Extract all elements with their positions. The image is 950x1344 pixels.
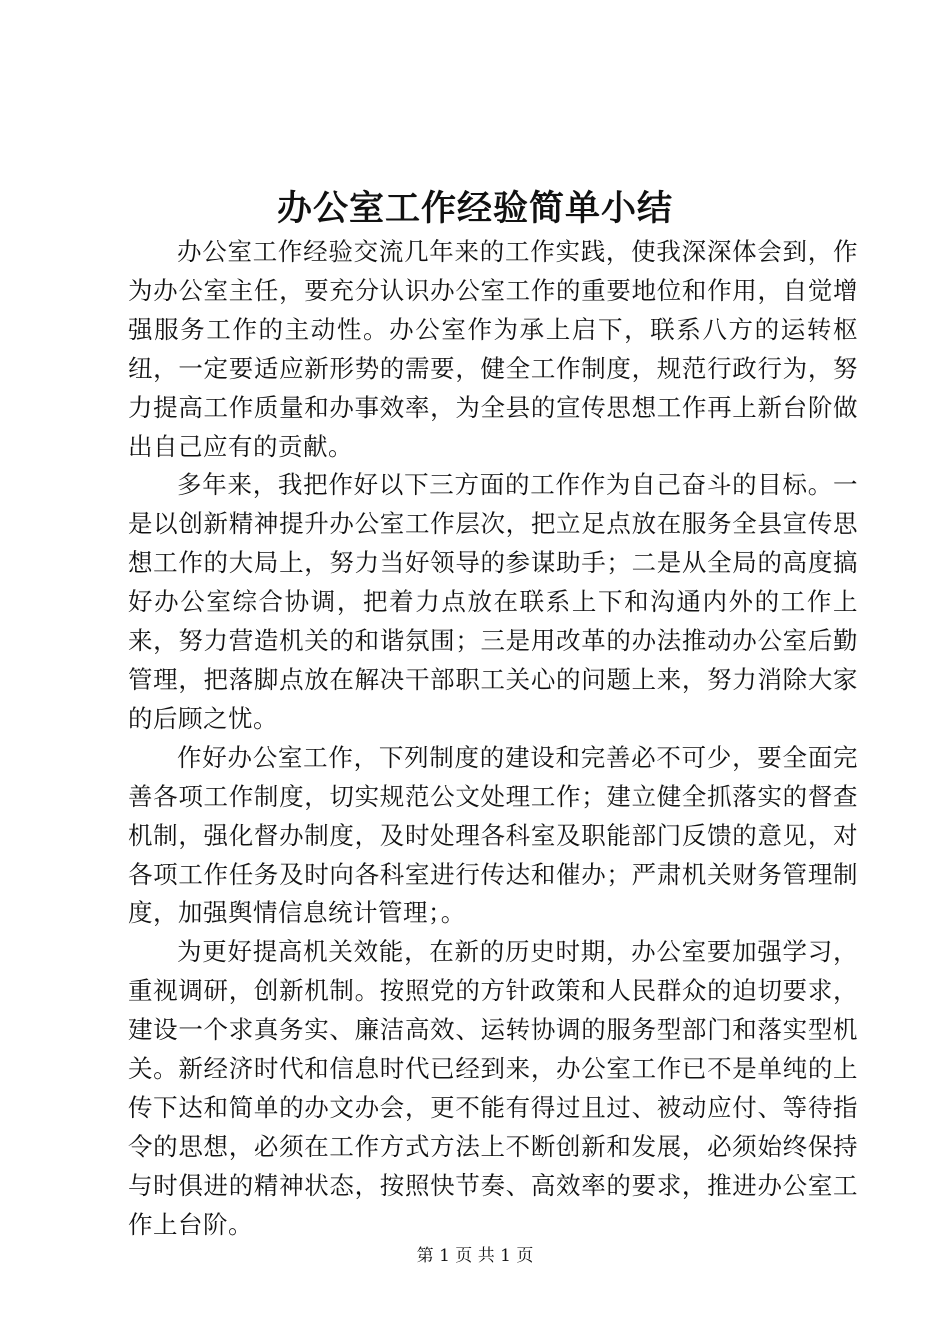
document-body	[128, 233, 858, 1245]
page-footer: 第 1 页 共 1 页	[416, 1246, 534, 1266]
paragraph-1: 办公室工作经验交流几年来的工作实践，使我深深体会到，作为办公室主任，要充分认识办公室工作的重要地位和作用，自觉增强服务工作的主动性。办公室作为承上启下，联系八方的运转枢纽，一定要适应新形势的需要，健全工作制度，规范行政行为，努力提高工作质量和办事效率，为全县的宣传思想工作再上新台阶做出自己应有的贡献。	[128, 237, 858, 461]
document-title: 办公室工作经验简单小结	[276, 188, 673, 229]
paragraph-2: 多年来，我把作好以下三方面的工作作为自己奋斗的目标。一是以创新精神提升办公室工作层次，把立足点放在服务全县宣传思想工作的大局上，努力当好领导的参谋助手；二是从全局的高度搞好办公室综合协调，把着力点放在联系上下和沟通内外的工作上来，努力营造机关的和谐氛围；三是用改革的办法推动办公室后勤管理，把落脚点放在解决干部职工关心的问题上来，努力消除大家的后顾之忧。	[128, 470, 858, 733]
paragraph-3: 作好办公室工作，下列制度的建设和完善必不可少，要全面完善各项工作制度，切实规范公文处理工作；建立健全抓落实的督查机制，强化督办制度，及时处理各科室及职能部门反馈的意见，对各项工作任务及时向各科室进行传达和催办；严肃机关财务管理制度，加强舆情信息统计管理；。	[128, 742, 858, 928]
paragraph-4: 为更好提高机关效能，在新的历史时期，办公室要加强学习，重视调研，创新机制。按照党的方针政策和人民群众的迫切要求，建设一个求真务实、廉洁高效、运转协调的服务型部门和落实型机关。新经济时代和信息时代已经到来，办公室工作已不是单纯的上传下达和简单的办文办会，更不能有得过且过、被动应付、等待指令的思想，必须在工作方式方法上不断创新和发展，必须始终保持与时俱进的精神状态，按照快节奏、高效率的要求，推进办公室工作上台阶。	[128, 937, 858, 1239]
